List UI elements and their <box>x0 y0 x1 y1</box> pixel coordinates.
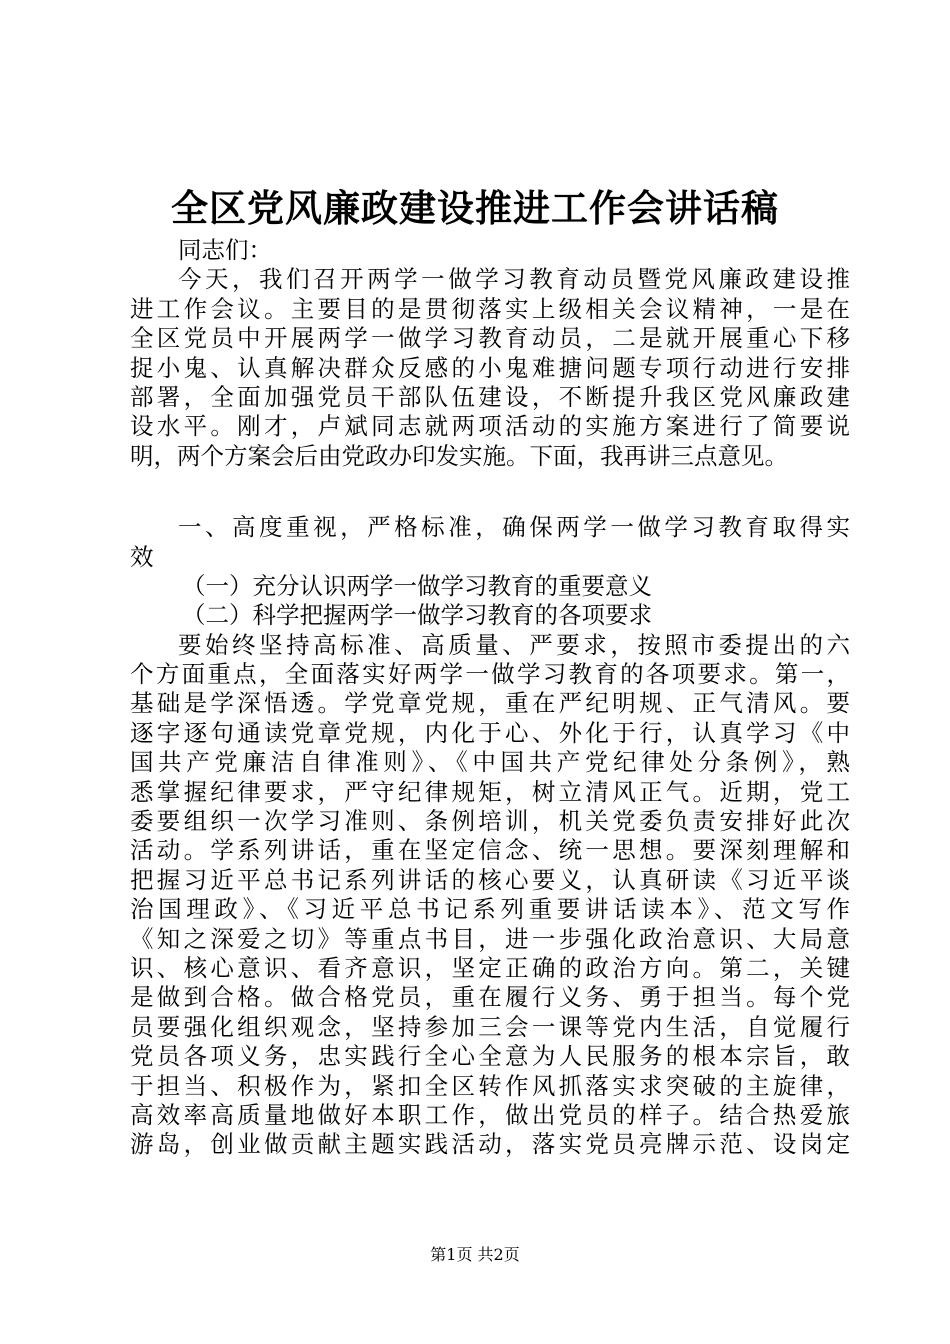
paragraph-line: 设水平。刚才，卢斌同志就两项活动的实施方案进行了简要说 <box>130 412 850 441</box>
paragraph-line: 把握习近平总书记系列讲话的核心要义，认真研读《习近平谈 <box>130 865 850 894</box>
paragraph-line: 个方面重点，全面落实好两学一做学习教育的各项要求。第一， <box>130 660 850 689</box>
paragraph-line: 逐字逐句通读党章党规，内化于心、外化于行，认真学习《中 <box>130 718 850 747</box>
paragraph-line: 治国理政》、《习近平总书记系列重要讲话读本》、范文写作 <box>130 895 850 924</box>
paragraph-line: 党员各项义务，忠实践行全心全意为人民服务的根本宗旨，敢 <box>130 1042 850 1071</box>
paragraph-line: 员要强化组织观念，坚持参加三会一课等党内生活，自觉履行 <box>130 1012 850 1041</box>
heading-line: 一、高度重视，严格标准，确保两学一做学习教育取得实 <box>178 513 850 542</box>
body-paragraph <box>130 631 850 1160</box>
paragraph-line: 委要组织一次学习准则、条例培训，机关党委负责安排好此次 <box>130 807 850 836</box>
paragraph-line: 基础是学深悟透。学党章党规，重在严纪明规、正气清风。要 <box>130 689 850 718</box>
paragraph-line: 于担当、积极作为，紧扣全区转作风抓落实求突破的主旋律， <box>130 1071 850 1100</box>
paragraph-line: 明，两个方案会后由党政办印发实施。下面，我再讲三点意见。 <box>130 441 788 470</box>
heading-line: 效 <box>130 542 154 571</box>
paragraph-line: 识、核心意识、看齐意识，坚定正确的政治方向。第二，关键 <box>130 953 850 982</box>
paragraph-line: 进工作会议。主要目的是贯彻落实上级相关会议精神，一是在 <box>130 294 850 323</box>
paragraph-line: 要始终坚持高标准、高质量、严要求，按照市委提出的六 <box>178 630 850 659</box>
paragraph-line: 部署，全面加强党员干部队伍建设，不断提升我区党风廉政建 <box>130 382 850 411</box>
paragraph-gap <box>130 471 850 513</box>
document-title: 全区党风廉政建设推进工作会讲话稿 <box>171 186 779 230</box>
page-number-footer: 第1页 共2页 <box>430 1245 520 1264</box>
paragraph-line: 国共产党廉洁自律准则》、《中国共产党纪律处分条例》，熟 <box>130 748 850 777</box>
paragraph-line: 全区党员中开展两学一做学习教育动员，二是就开展重心下移 <box>130 324 850 353</box>
document-body <box>130 236 850 1160</box>
paragraph-line: 游岛，创业做贡献主题实践活动，落实党员亮牌示范、设岗定 <box>130 1130 850 1159</box>
section-heading <box>130 513 850 572</box>
paragraph-line: 《知之深爱之切》等重点书目，进一步强化政治意识、大局意 <box>130 924 850 953</box>
salutation: 同志们： <box>178 236 272 264</box>
paragraph-line: 是做到合格。做合格党员，重在履行义务、勇于担当。每个党 <box>130 983 850 1012</box>
sub-heading: （一）充分认识两学一做学习教育的重要意义 <box>182 571 652 600</box>
sub-heading: （二）科学把握两学一做学习教育的各项要求 <box>182 601 652 630</box>
paragraph-line: 活动。学系列讲话，重在坚定信念、统一思想。要深刻理解和 <box>130 836 850 865</box>
paragraph-line: 今天，我们召开两学一做学习教育动员暨党风廉政建设推 <box>178 265 850 294</box>
intro-paragraph <box>130 265 850 471</box>
paragraph-line: 悉掌握纪律要求，严守纪律规矩，树立清风正气。近期，党工 <box>130 777 850 806</box>
paragraph-line: 捉小鬼、认真解决群众反感的小鬼难搪问题专项行动进行安排 <box>130 353 850 382</box>
paragraph-line: 高效率高质量地做好本职工作，做出党员的样子。结合热爱旅 <box>130 1100 850 1129</box>
